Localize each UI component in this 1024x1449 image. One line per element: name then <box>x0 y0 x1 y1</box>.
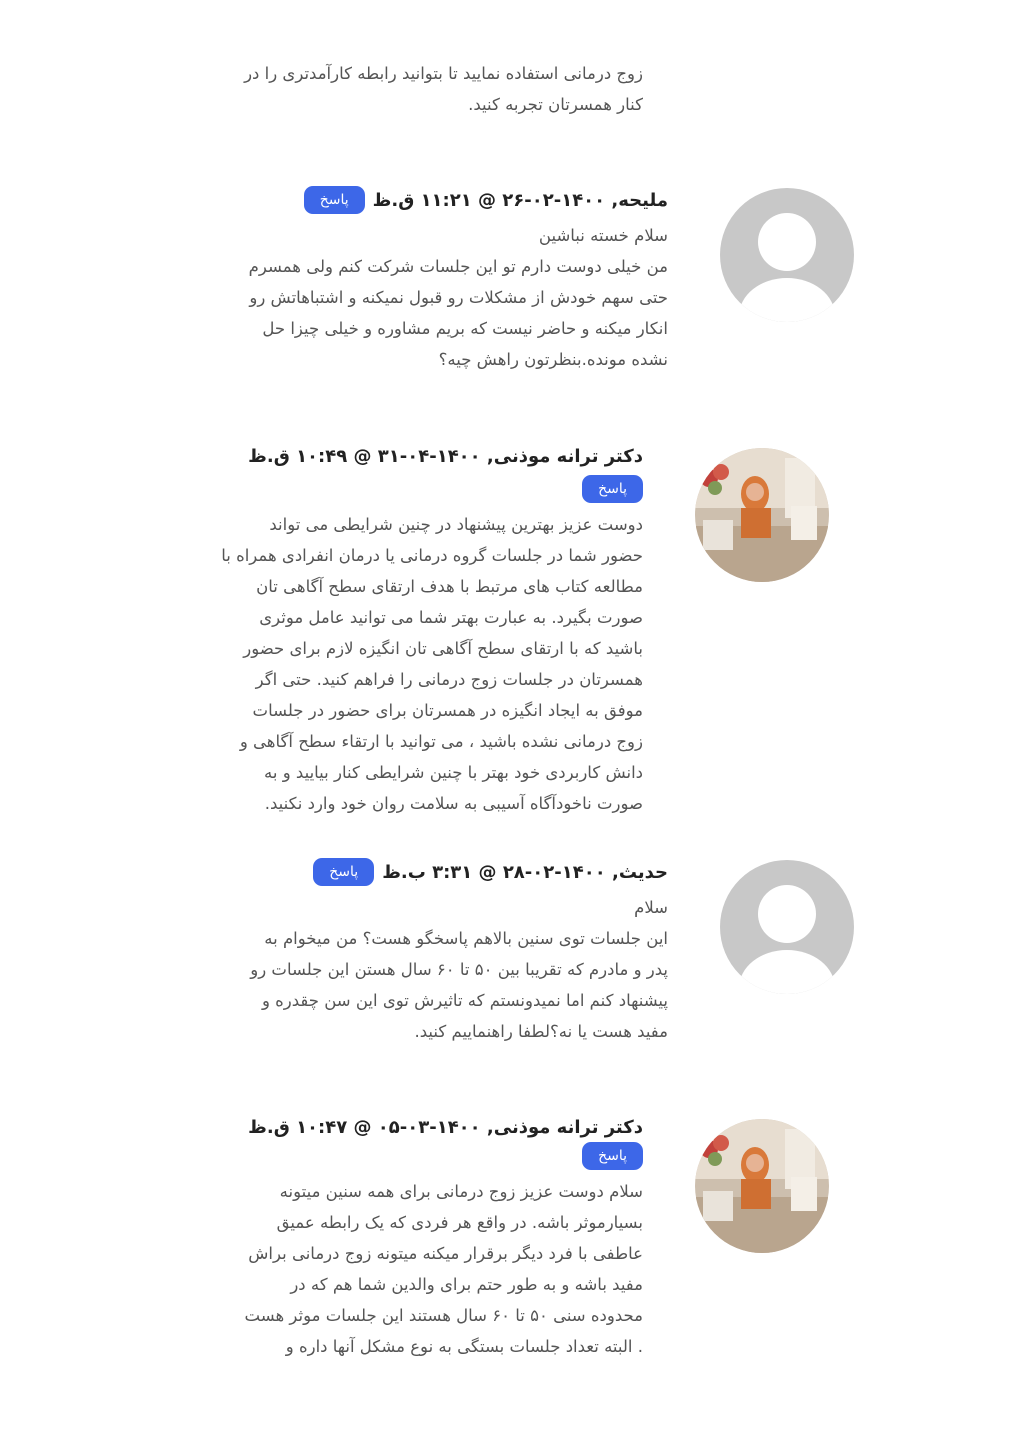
reply-button[interactable]: پاسخ <box>582 1142 643 1170</box>
comment-line: موفق به ایجاد انگیزه در همسرتان برای حضور در جلسات <box>252 701 643 720</box>
comment-meta <box>198 186 668 214</box>
comment-line: سلام دوست عزیز زوج درمانی برای همه سنین میتونه <box>279 1182 643 1201</box>
comment-time[interactable]: ۱۰:۴۹ ق.ظ <box>248 446 348 467</box>
comment-meta <box>193 446 643 503</box>
intro-line: کنار همسرتان تجربه کنید. <box>468 95 643 114</box>
comment-line: حضور شما در جلسات گروه درمانی یا درمان انفرادی همراه با <box>221 546 643 565</box>
comment-author: حدیث <box>618 861 668 883</box>
comment-body <box>198 186 668 375</box>
comment-line: همسرتان در جلسات زوج درمانی را فراهم کنید. حتی اگر <box>255 670 643 689</box>
previous-comment-text <box>203 58 643 120</box>
comment-time[interactable]: ۱۰:۴۷ ق.ظ <box>248 1117 348 1138</box>
comment-line: مفید هست یا نه؟لطفا راهنماییم کنید. <box>414 1022 668 1041</box>
comment-line: دانش کاربردی خود بهتر با چنین شرایطی کنار بیایید و به <box>264 763 643 782</box>
default-avatar <box>720 860 854 994</box>
comment-line: سلام خسته نباشین <box>538 226 668 245</box>
comment-line: صورت بگیرد. به عبارت بهتر شما می توانید عامل موثری <box>259 608 643 627</box>
doctor-photo <box>695 1119 829 1253</box>
comment-meta <box>198 858 668 886</box>
comment-line: بسیارموثر باشه. در واقع هر فردی که یک رابطه عمیق <box>276 1213 643 1232</box>
comment-author-line: دکتر ترانه موذنی, ۱۴۰۰-۰۳-۰۵ @ ۱۰:۴۷ ق.ظ <box>248 1117 643 1138</box>
comment-line: . البته تعداد جلسات بستگی به نوع مشکل آنها داره و <box>285 1337 643 1356</box>
comment-line: پیشنهاد کنم اما نمیدونستم که تاثیرش توی این سن چقدره و <box>261 991 668 1010</box>
comment-line: انکار میکنه و حاضر نیست که بریم مشاوره و خیلی چیزا حل <box>262 319 668 338</box>
comment-line: مفید باشه و به طور حتم برای والدین شما هم که در <box>290 1275 643 1294</box>
comment-time[interactable]: ۳:۳۱ ب.ظ <box>382 861 473 883</box>
comment-text <box>198 220 668 375</box>
comment-date[interactable]: ۱۴۰۰-۰۳-۰۵ <box>377 1117 481 1138</box>
comment-author-line: ملیحه, ۱۴۰۰-۰۲-۲۶ @ ۱۱:۲۱ ق.ظ <box>372 189 668 211</box>
comment-date[interactable]: ۱۴۰۰-۰۲-۲۸ <box>502 861 606 883</box>
intro-line: زوج درمانی استفاده نمایید تا بتوانید رابطه کارآمدتری را در <box>244 64 643 83</box>
comment-body <box>198 858 668 1047</box>
comment-date[interactable]: ۱۴۰۰-۰۲-۲۶ <box>502 189 606 211</box>
comment-text <box>193 509 643 819</box>
comment-author-line: دکتر ترانه موذنی, ۱۴۰۰-۰۴-۳۱ @ ۱۰:۴۹ ق.ظ <box>248 446 643 467</box>
comment-line: سلام <box>634 898 668 917</box>
comment-line: این جلسات توی سنین بالاهم پاسخگو هست؟ من میخوام به <box>264 929 668 948</box>
comment-author: ملیحه <box>618 189 668 211</box>
comment-author-line: حدیث, ۱۴۰۰-۰۲-۲۸ @ ۳:۳۱ ب.ظ <box>382 861 668 883</box>
comment-line: دوست عزیز بهترین پیشنهاد در چنین شرایطی می تواند <box>269 515 643 534</box>
comment-author: دکتر ترانه موذنی <box>493 446 643 467</box>
comment-text <box>198 892 668 1047</box>
comment-meta <box>193 1117 643 1170</box>
comment-line: عاطفی با فرد دیگر برقرار میکنه میتونه زوج درمانی براش <box>248 1244 643 1263</box>
comment-body <box>193 446 643 819</box>
comment-line: زوج درمانی نشده باشید ، می توانید با ارتقاء سطح آگاهی و <box>239 732 643 751</box>
comment-line: من خیلی دوست دارم تو این جلسات شرکت کنم ولی همسرم <box>248 257 668 276</box>
reply-button[interactable]: پاسخ <box>313 858 374 886</box>
comment-line: حتی سهم خودش از مشکلات رو قبول نمیکنه و اشتباهاتش رو <box>249 288 668 307</box>
reply-button[interactable]: پاسخ <box>304 186 365 214</box>
comment-line: پدر و مادرم که تقریبا بین ۵۰ تا ۶۰ سال هستن این جلسات رو <box>250 960 668 979</box>
comment-body <box>193 1117 643 1362</box>
default-avatar <box>720 188 854 322</box>
doctor-photo <box>695 448 829 582</box>
comment-text <box>193 1176 643 1362</box>
comment-line: مطالعه کتاب های مرتبط با هدف ارتقای سطح آگاهی تان <box>256 577 643 596</box>
comment-date[interactable]: ۱۴۰۰-۰۴-۳۱ <box>377 446 481 467</box>
comment-time[interactable]: ۱۱:۲۱ ق.ظ <box>372 189 472 211</box>
comment-author: دکتر ترانه موذنی <box>493 1117 643 1138</box>
reply-button[interactable]: پاسخ <box>582 475 643 503</box>
comment-line: نشده مونده.بنظرتون راهش چیه؟ <box>438 350 668 369</box>
comment-line: محدوده سنی ۵۰ تا ۶۰ سال هستند این جلسات موثر هست <box>244 1306 643 1325</box>
comment-line: صورت ناخودآگاه آسیبی به سلامت روان خود وارد نکنید. <box>264 794 643 813</box>
comment-line: باشید که با ارتقای سطح آگاهی تان انگیزه لازم برای حضور <box>243 639 643 658</box>
